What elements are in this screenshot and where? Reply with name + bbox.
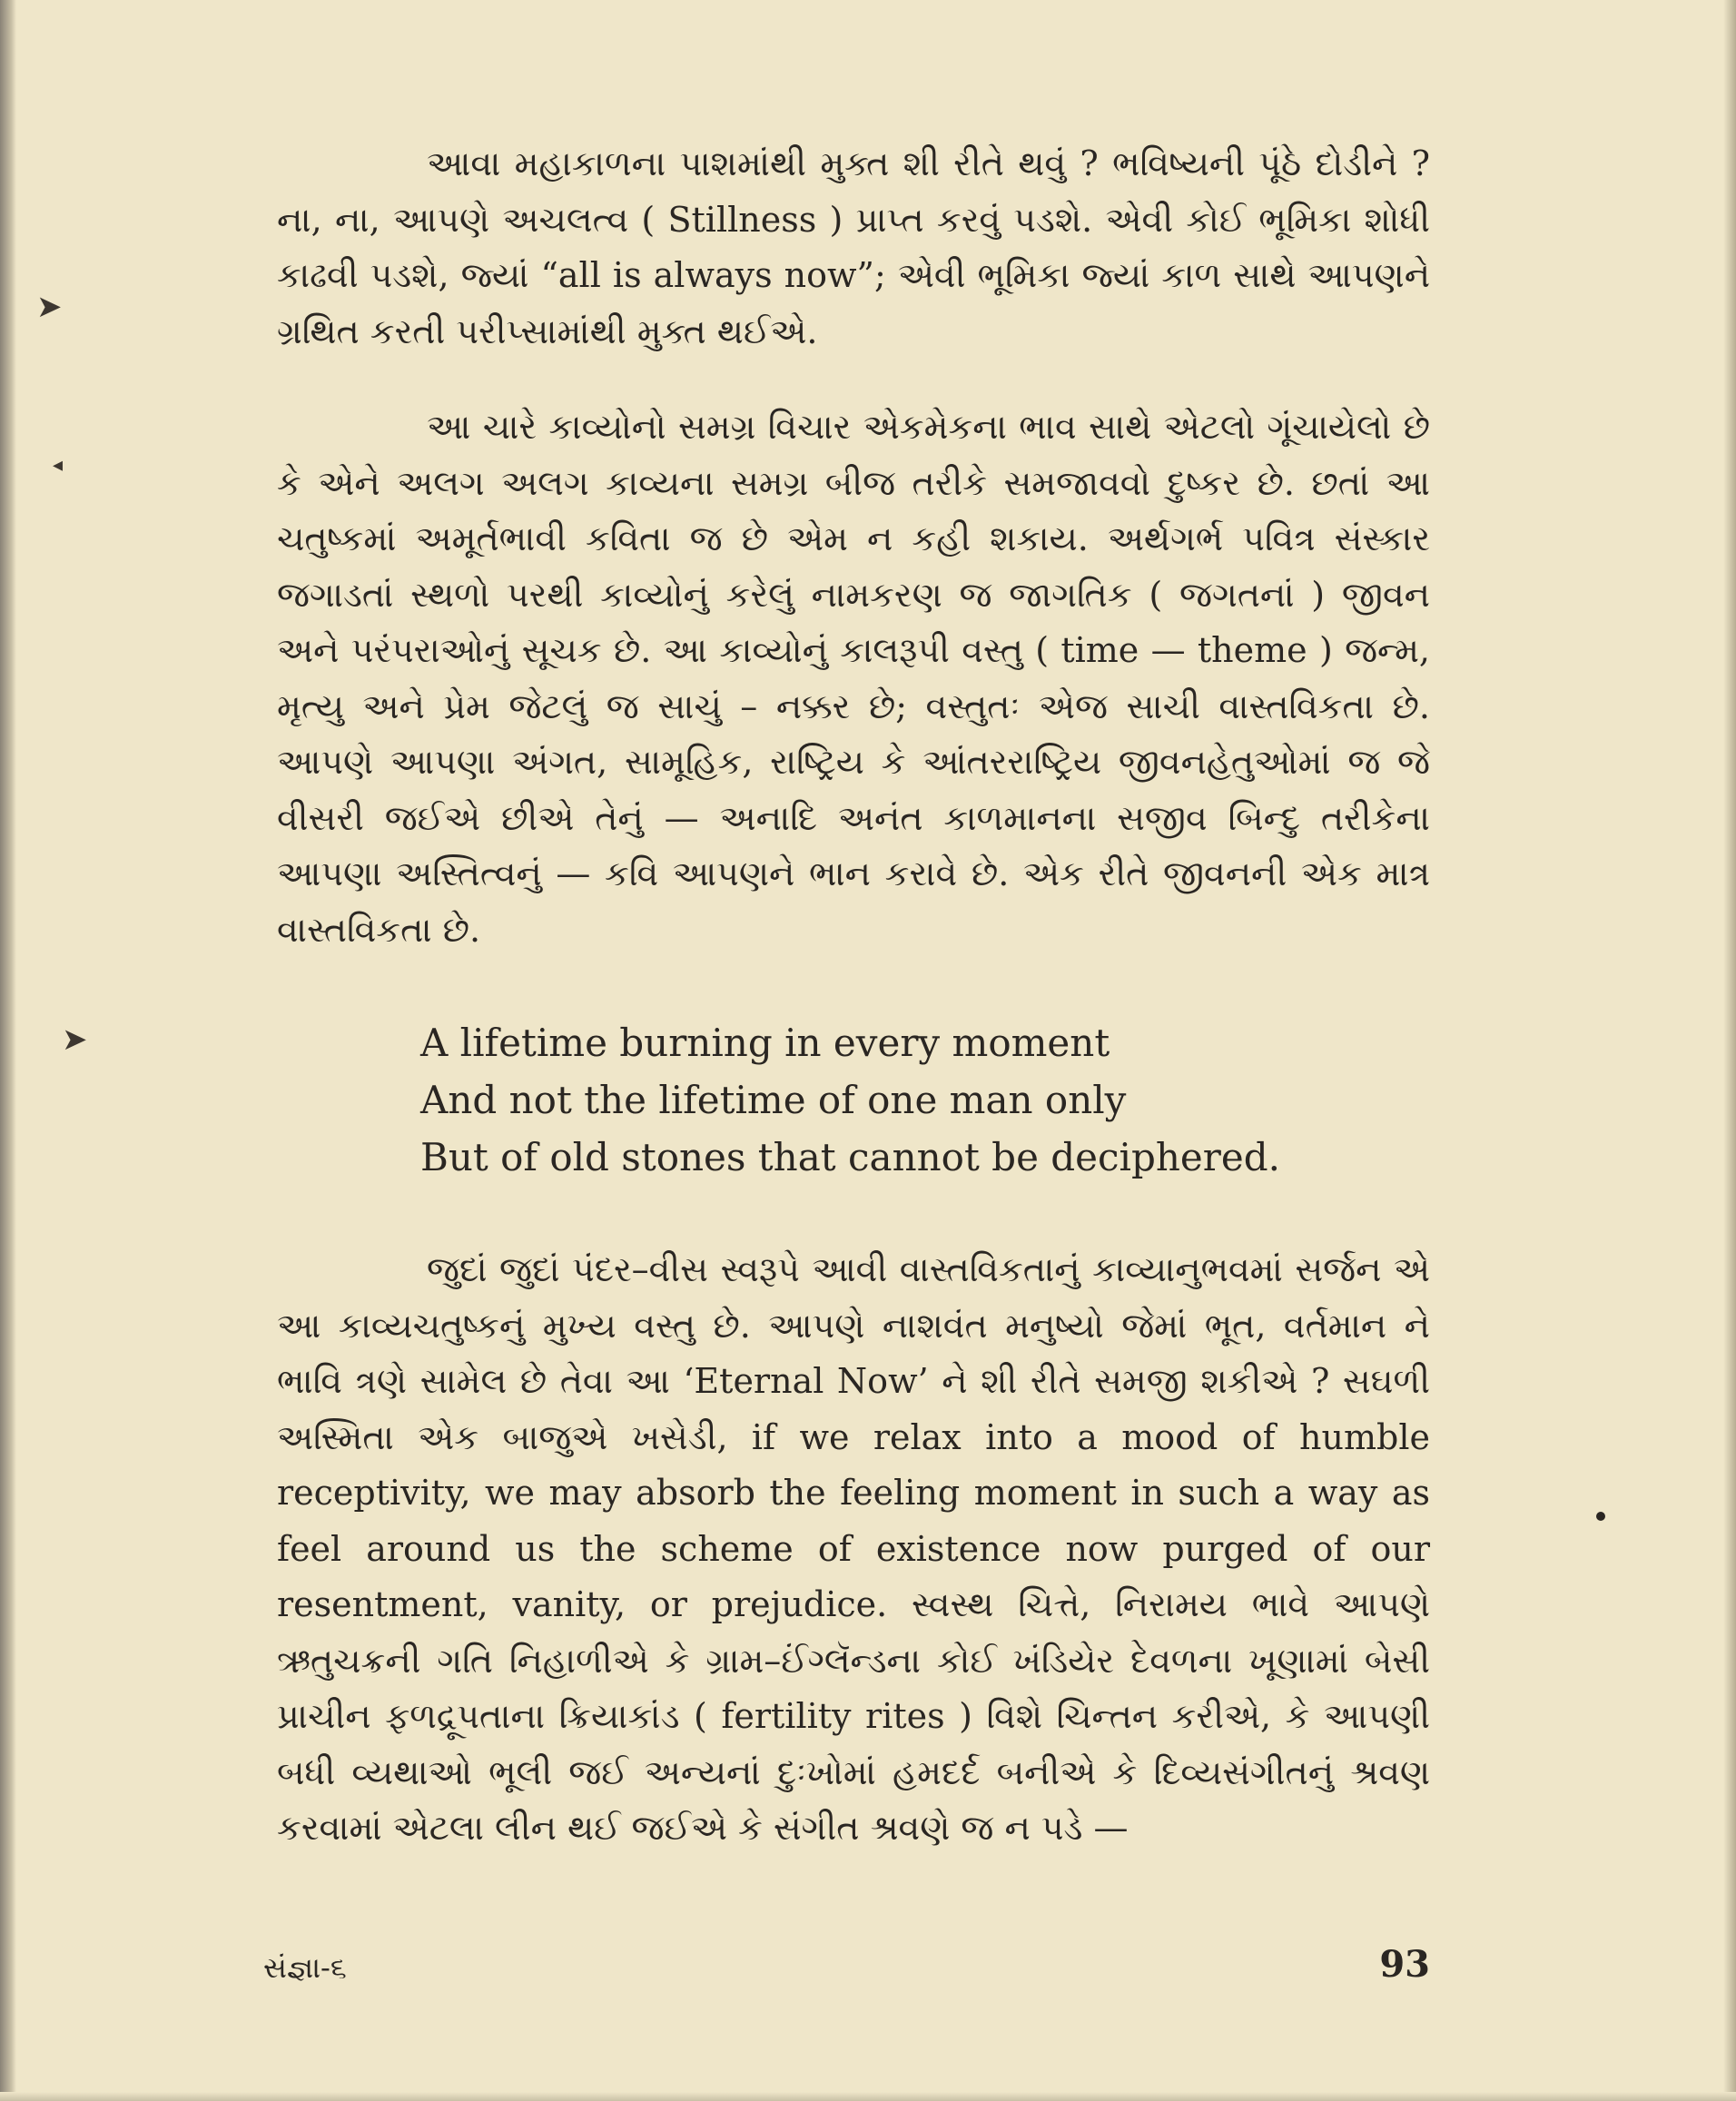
verse-line-1: A lifetime burning in every moment bbox=[420, 1021, 1110, 1065]
page-footer bbox=[263, 1943, 1430, 1997]
page-left-edge bbox=[0, 0, 16, 2101]
journal-name: સંજ્ઞા-૬ bbox=[263, 1950, 347, 1985]
paragraph-3: જુદાં જુદાં પંદર–વીસ સ્વરૂપે આવી વાસ્તવિકતાનું કાવ્યાનુભવમાં સર્જન એ આ કાવ્યચતુષ્કનું મુખ્ય વસ્તુ છે. આપણે નાશવંત મનુષ્યો જેમાં ભૂત, વર્તમાન ને ભાવિ ત્રણે સામેલ છે તેવા આ ‘Eternal Now’ ને શી રીતે સમજી શકીએ ? સઘળી અસ્મિતા એક બાજુએ ખસેડી, if we relax into a mood of humble receptivity, we may absorb the feeling moment in such a way as feel around us the scheme of existence now purged of our resentment, vanity, or prejudice. સ્વસ્થ ચિત્તે, નિરામય ભાવે આપણે ઋતુચક્રની ગતિ નિહાળીએ કે ગ્રામ–ઈંગ્લૅન્ડના કોઈ ખંડિયેર દેવળના ખૂણામાં બેસી પ્રાચીન ફળદ્રૂપતાના ક્રિયાકાંડ ( fertility rites ) વિશે ચિન્તન કરીએ, કે આપણી બધી વ્યથાઓ ભૂલી જઈ અન્યનાં દુઃખોમાં હમદર્દ બનીએ કે દિવ્યસંગીતનું શ્રવણ કરવામાં એટલા લીન થઈ જઈએ કે સંગીત શ્રવણે જ ન પડે — bbox=[277, 1249, 1430, 1848]
paragraph-2: આ ચારે કાવ્યોનો સમગ્ર વિચાર એકમેકના ભાવ સાથે એટલો ગૂંચાયેલો છે કે એને અલગ અલગ કાવ્યના સમગ્ર બીજ તરીકે સમજાવવો દુષ્કર છે. છતાં આ ચતુષ્કમાં અમૂર્તભાવી કવિતા જ છે એમ ન કહી શકાય. અર્થગર્ભ પવિત્ર સંસ્કાર જગાડતાં સ્થળો પરથી કાવ્યોનું કરેલું નામકરણ જ જાગતિક ( જગતનાં ) જીવન અને પરંપરાઓનું સૂચક છે. આ કાવ્યોનું કાલરૂપી વસ્તુ ( time — theme ) જન્મ, મૃત્યુ અને પ્રેમ જેટલું જ સાચું – નક્કર છે; વસ્તુતઃ એજ સાચી વાસ્તવિકતા છે. આપણે આપણા અંગત, સામૂહિક, રાષ્ટ્રિય કે આંતરરાષ્ટ્રિય જીવનહેતુઓમાં જ જે વીસરી જઈએ છીએ તેનું — અનાદિ અનંત કાળમાનના સજીવ બિન્દુ તરીકેના આપણા અસ્તિત્વનું — કવિ આપણને ભાન કરાવે છે. એક રીતે જીવનની એક માત્ર વાસ્તવિકતા છે. bbox=[277, 407, 1430, 950]
page-right-edge bbox=[1723, 0, 1736, 2101]
paragraph-1: આવા મહાકાળના પાશમાંથી મુક્ત શી રીતે થવું ? ભવિષ્યની પૂંઠે દોડીને ? ના, ના, આપણે અચલત્વ ( Stillness ) પ્રાપ્ત કરવું પડશે. એવી કોઈ ભૂમિકા શોધી કાઢવી પડશે, જ્યાં “all is always now”; એવી ભૂમિકા જ્યાં કાળ સાથે આપણને ગ્રથિત કરતી પરીપ્સામાંથી મુક્ત થઈએ. bbox=[277, 143, 1430, 351]
margin-arrow-mark: ➤ bbox=[36, 289, 63, 325]
verse-quote bbox=[420, 1014, 1430, 1186]
margin-dot bbox=[1596, 1512, 1605, 1521]
margin-arrow-mark-2: ➤ bbox=[62, 1021, 88, 1058]
verse-line-2: And not the lifetime of one man only bbox=[420, 1078, 1127, 1122]
page-bottom-edge bbox=[0, 2092, 1736, 2101]
page-number: 93 bbox=[1379, 1943, 1430, 1986]
page-body bbox=[277, 136, 1430, 1857]
margin-tick-mark: ◂ bbox=[53, 454, 64, 477]
verse-line-3: But of old stones that cannot be deciphered. bbox=[420, 1135, 1280, 1179]
